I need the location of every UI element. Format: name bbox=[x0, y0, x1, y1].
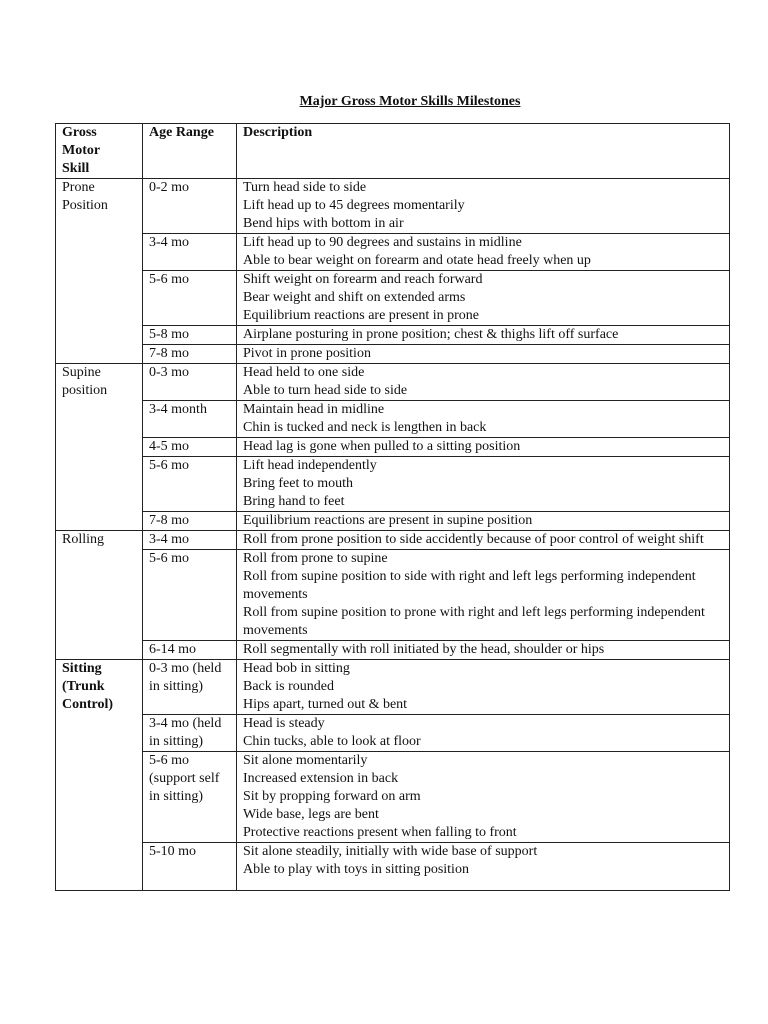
description-cell bbox=[237, 364, 730, 401]
age-range-cell bbox=[143, 457, 237, 512]
age-range-cell bbox=[143, 660, 237, 715]
description-text: Roll segmentally with roll initiated by the head, shoulder or hips bbox=[243, 642, 605, 657]
description-text: Equilibrium reactions are present in supine position bbox=[243, 513, 533, 528]
milestones-table bbox=[55, 123, 730, 891]
document-title: Major Gross Motor Skills Milestones bbox=[299, 94, 521, 109]
age-range-cell bbox=[143, 179, 237, 234]
description-text: Head is steady bbox=[243, 716, 325, 731]
table-row bbox=[56, 752, 730, 843]
age-range-text: in sitting) bbox=[149, 789, 204, 804]
description-text: Increased extension in back bbox=[243, 771, 399, 786]
age-range-text: 3-4 mo bbox=[149, 532, 190, 547]
description-text: Roll from prone to supine bbox=[243, 551, 388, 566]
description-cell bbox=[237, 438, 730, 457]
description-text: Protective reactions present when falling to front bbox=[243, 825, 517, 840]
age-range-text: (support self bbox=[149, 771, 220, 786]
description-text: Bend hips with bottom in air bbox=[243, 216, 404, 231]
age-range-cell bbox=[143, 512, 237, 531]
table-row bbox=[56, 271, 730, 326]
description-cell bbox=[237, 641, 730, 660]
age-range-text: 0-3 mo bbox=[149, 365, 190, 380]
age-range-text: in sitting) bbox=[149, 679, 204, 694]
description-text: Shift weight on forearm and reach forward bbox=[243, 272, 483, 287]
description-text: Chin is tucked and neck is lengthen in back bbox=[243, 420, 487, 435]
description-cell bbox=[237, 752, 730, 843]
age-range-cell bbox=[143, 345, 237, 364]
description-text: Bring feet to mouth bbox=[243, 476, 354, 491]
table-body bbox=[56, 179, 730, 891]
description-text: Lift head up to 90 degrees and sustains in midline bbox=[243, 235, 522, 250]
description-text: Turn head side to side bbox=[243, 180, 367, 195]
table-row bbox=[56, 234, 730, 271]
age-range-cell bbox=[143, 531, 237, 550]
description-cell bbox=[237, 660, 730, 715]
age-range-text: 0-2 mo bbox=[149, 180, 190, 195]
age-range-cell bbox=[143, 843, 237, 891]
description-text: Pivot in prone position bbox=[243, 346, 371, 361]
skill-label: Control) bbox=[62, 697, 114, 712]
table-row bbox=[56, 364, 730, 401]
description-text: Wide base, legs are bent bbox=[243, 807, 379, 822]
description-cell bbox=[237, 457, 730, 512]
age-range-text: 7-8 mo bbox=[149, 513, 190, 528]
description-text: Chin tucks, able to look at floor bbox=[243, 734, 421, 749]
age-range-text: 7-8 mo bbox=[149, 346, 190, 361]
skill-label: Prone bbox=[62, 180, 95, 195]
description-text: Sit alone steadily, initially with wide base of support bbox=[243, 844, 538, 859]
table-row bbox=[56, 550, 730, 641]
header-skill-line: Skill bbox=[62, 161, 90, 176]
description-text: Bring hand to feet bbox=[243, 494, 345, 509]
description-text: Equilibrium reactions are present in prone bbox=[243, 308, 479, 323]
age-range-cell bbox=[143, 234, 237, 271]
description-cell bbox=[237, 326, 730, 345]
description-text: Roll from prone position to side accidently because of poor control of weight shift bbox=[243, 532, 704, 547]
table-row bbox=[56, 531, 730, 550]
skill-cell bbox=[56, 364, 143, 531]
table-row bbox=[56, 843, 730, 891]
age-range-text: in sitting) bbox=[149, 734, 204, 749]
description-text: Sit alone momentarily bbox=[243, 753, 368, 768]
age-range-text: 6-14 mo bbox=[149, 642, 197, 657]
age-range-cell bbox=[143, 641, 237, 660]
description-cell bbox=[237, 345, 730, 364]
description-text: Bear weight and shift on extended arms bbox=[243, 290, 466, 305]
table-row bbox=[56, 715, 730, 752]
skill-label: Sitting bbox=[62, 661, 102, 676]
description-cell bbox=[237, 843, 730, 891]
age-range-text: 0-3 mo (held bbox=[149, 661, 222, 676]
table-row bbox=[56, 641, 730, 660]
description-text: Able to bear weight on forearm and otate head freely when up bbox=[243, 253, 591, 268]
description-cell bbox=[237, 512, 730, 531]
description-text: Sit by propping forward on arm bbox=[243, 789, 421, 804]
age-range-text: 5-10 mo bbox=[149, 844, 197, 859]
skill-label: Supine bbox=[62, 365, 101, 380]
skill-label: Position bbox=[62, 198, 108, 213]
description-text: Head bob in sitting bbox=[243, 661, 350, 676]
description-text: Lift head up to 45 degrees momentarily bbox=[243, 198, 465, 213]
description-cell bbox=[237, 271, 730, 326]
age-range-cell bbox=[143, 271, 237, 326]
age-range-cell bbox=[143, 715, 237, 752]
age-range-cell bbox=[143, 326, 237, 345]
description-text: Head held to one side bbox=[243, 365, 365, 380]
age-range-text: 5-8 mo bbox=[149, 327, 190, 342]
header-skill-line: Gross bbox=[62, 125, 97, 140]
description-cell bbox=[237, 550, 730, 641]
description-cell bbox=[237, 401, 730, 438]
description-text: Roll from supine position to side with right and left legs performing independent movements bbox=[243, 569, 696, 602]
age-range-text: 5-6 mo bbox=[149, 753, 190, 768]
age-range-text: 3-4 mo (held bbox=[149, 716, 222, 731]
age-range-text: 3-4 mo bbox=[149, 235, 190, 250]
header-description: Description bbox=[237, 124, 730, 179]
age-range-cell bbox=[143, 752, 237, 843]
table-row bbox=[56, 401, 730, 438]
age-range-cell bbox=[143, 550, 237, 641]
description-text: Hips apart, turned out & bent bbox=[243, 697, 408, 712]
age-range-text: 4-5 mo bbox=[149, 439, 190, 454]
description-text: Airplane posturing in prone position; chest & thighs lift off surface bbox=[243, 327, 619, 342]
description-text: Able to turn head side to side bbox=[243, 383, 408, 398]
description-text: Head lag is gone when pulled to a sitting position bbox=[243, 439, 521, 454]
header-skill-line: Motor bbox=[62, 143, 101, 158]
age-range-text: 5-6 mo bbox=[149, 458, 190, 473]
table-row bbox=[56, 512, 730, 531]
age-range-text: 3-4 month bbox=[149, 402, 207, 417]
header-skill bbox=[56, 124, 143, 179]
header-age-range: Age Range bbox=[143, 124, 237, 179]
description-cell bbox=[237, 715, 730, 752]
description-text: Maintain head in midline bbox=[243, 402, 385, 417]
table-row bbox=[56, 457, 730, 512]
table-row bbox=[56, 660, 730, 715]
skill-cell bbox=[56, 179, 143, 364]
skill-label: Rolling bbox=[62, 532, 105, 547]
age-range-cell bbox=[143, 364, 237, 401]
skill-label: (Trunk bbox=[62, 679, 105, 694]
description-text: Back is rounded bbox=[243, 679, 334, 694]
description-cell bbox=[237, 234, 730, 271]
description-cell bbox=[237, 531, 730, 550]
description-text: Able to play with toys in sitting position bbox=[243, 862, 469, 877]
skill-cell bbox=[56, 660, 143, 891]
age-range-text: 5-6 mo bbox=[149, 272, 190, 287]
description-cell bbox=[237, 179, 730, 234]
skill-cell bbox=[56, 531, 143, 660]
table-row bbox=[56, 345, 730, 364]
age-range-cell bbox=[143, 401, 237, 438]
table-row bbox=[56, 438, 730, 457]
table-row bbox=[56, 326, 730, 345]
description-text: Lift head independently bbox=[243, 458, 377, 473]
age-range-cell bbox=[143, 438, 237, 457]
age-range-text: 5-6 mo bbox=[149, 551, 190, 566]
table-header-row bbox=[56, 124, 730, 179]
skill-label: position bbox=[62, 383, 108, 398]
description-text: Roll from supine position to prone with right and left legs performing independent movements bbox=[243, 605, 705, 638]
table-row bbox=[56, 179, 730, 234]
